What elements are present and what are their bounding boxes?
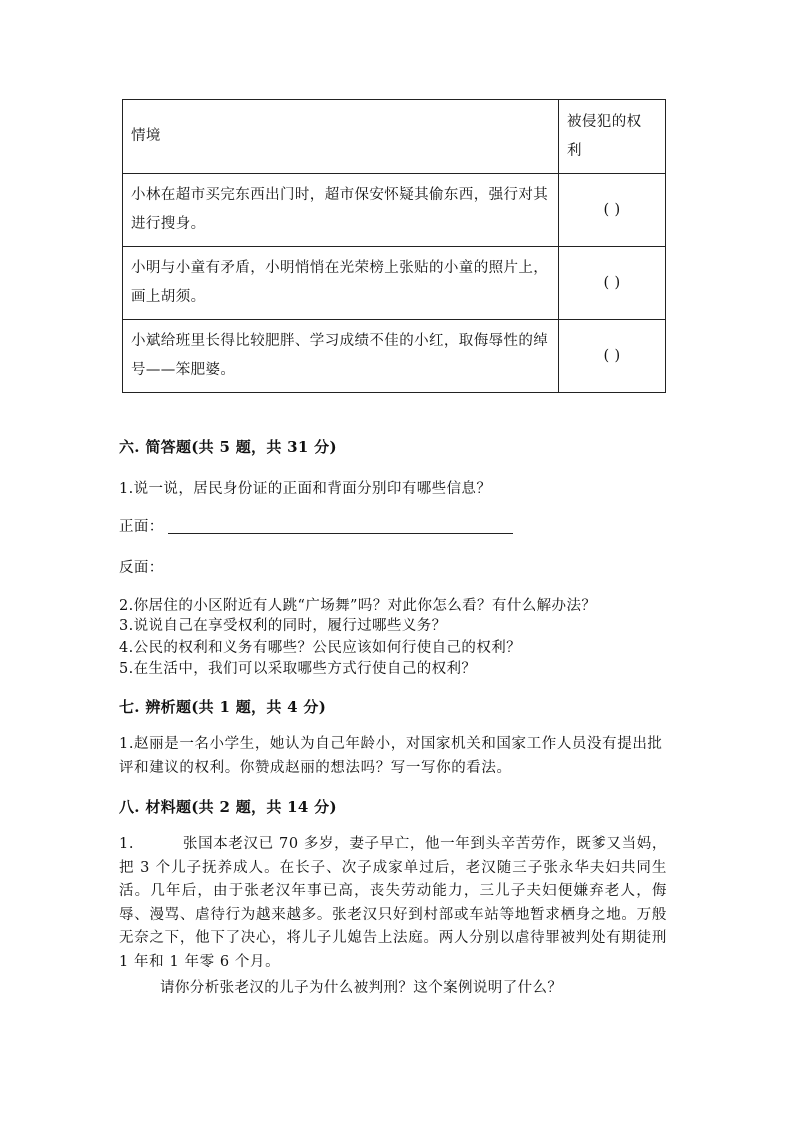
table-row [123, 320, 666, 393]
header-violated-right [559, 100, 666, 174]
front-label: 正面： [119, 519, 164, 535]
header-violated-right-line1: 被侵犯的权 [567, 113, 642, 130]
answer-blank[interactable]: ( ) [559, 320, 666, 393]
section6-q2: 2.你居住的小区附近有人跳“广场舞”吗？对此你怎么看？有什么解办法？ [119, 598, 597, 614]
back-label: 反面： [119, 560, 164, 576]
section7-title: 七. 辨析题(共 1 题，共 4 分) [119, 698, 327, 716]
scenario-cell: 小斌给班里长得比较肥胖、学习成绩不佳的小红，取侮辱性的绰号——笨肥婆。 [123, 320, 559, 393]
table-row [123, 174, 666, 247]
table-header-row [123, 100, 666, 174]
section6-q4: 4.公民的权利和义务有哪些？公民应该如何行使自己的权利？ [119, 640, 522, 656]
scenario-cell: 小明与小童有矛盾，小明悄悄在光荣榜上张贴的小童的照片上，画上胡须。 [123, 247, 559, 320]
section8-q1-text: 张国本老汉已 70 多岁，妻子早亡，他一年到头辛苦劳作，既爹又当妈，把 3 个儿子抚养成人。在长子、次子成家单过后，老汉随三子张永华夫妇共同生活。几年后，由于张老汉年事已高，丧失劳动能力，三儿子夫妇便嫌弃老人，侮辱、漫骂、虐待行为越来越多。张老汉只好到村部或车站等地暂求栖身之地。万般无奈之下，他下了决心，将儿子儿媳告上法庭。两人分别以虐待罪被判处有期徒刑 1 年和 1 年零 6 个月。 [119, 836, 667, 970]
section6-q5: 5.在生活中，我们可以采取哪些方式行使自己的权利？ [119, 661, 477, 677]
table-row [123, 247, 666, 320]
header-scenario: 情境 [123, 100, 559, 174]
section7-q1: 1.赵丽是一名小学生，她认为自己年龄小，对国家机关和国家工作人员没有提出批评和建议的权利。你赞成赵丽的想法吗？写一写你的看法。 [119, 736, 663, 776]
section8-q1 [119, 833, 667, 974]
answer-blank[interactable]: ( ) [559, 247, 666, 320]
section6-q3: 3.说说自己在享受权利的同时，履行过哪些义务？ [119, 618, 447, 634]
section6-q1: 1.说一说，居民身份证的正面和背面分别印有哪些信息？ [119, 481, 492, 497]
front-answer-line[interactable] [168, 532, 513, 534]
scenario-cell: 小林在超市买完东西出门时，超市保安怀疑其偷东西，强行对其进行搜身。 [123, 174, 559, 247]
section8-q1-question: 请你分析张老汉的儿子为什么被判刑？这个案例说明了什么？ [160, 980, 563, 996]
header-violated-right-line2: 利 [567, 142, 582, 159]
answer-blank[interactable]: ( ) [559, 174, 666, 247]
rights-table [122, 99, 666, 393]
section8-title: 八. 材料题(共 2 题，共 14 分) [119, 798, 337, 816]
section6-title: 六. 简答题(共 5 题，共 31 分) [119, 438, 337, 456]
section8-q1-number: 1. [119, 836, 135, 852]
